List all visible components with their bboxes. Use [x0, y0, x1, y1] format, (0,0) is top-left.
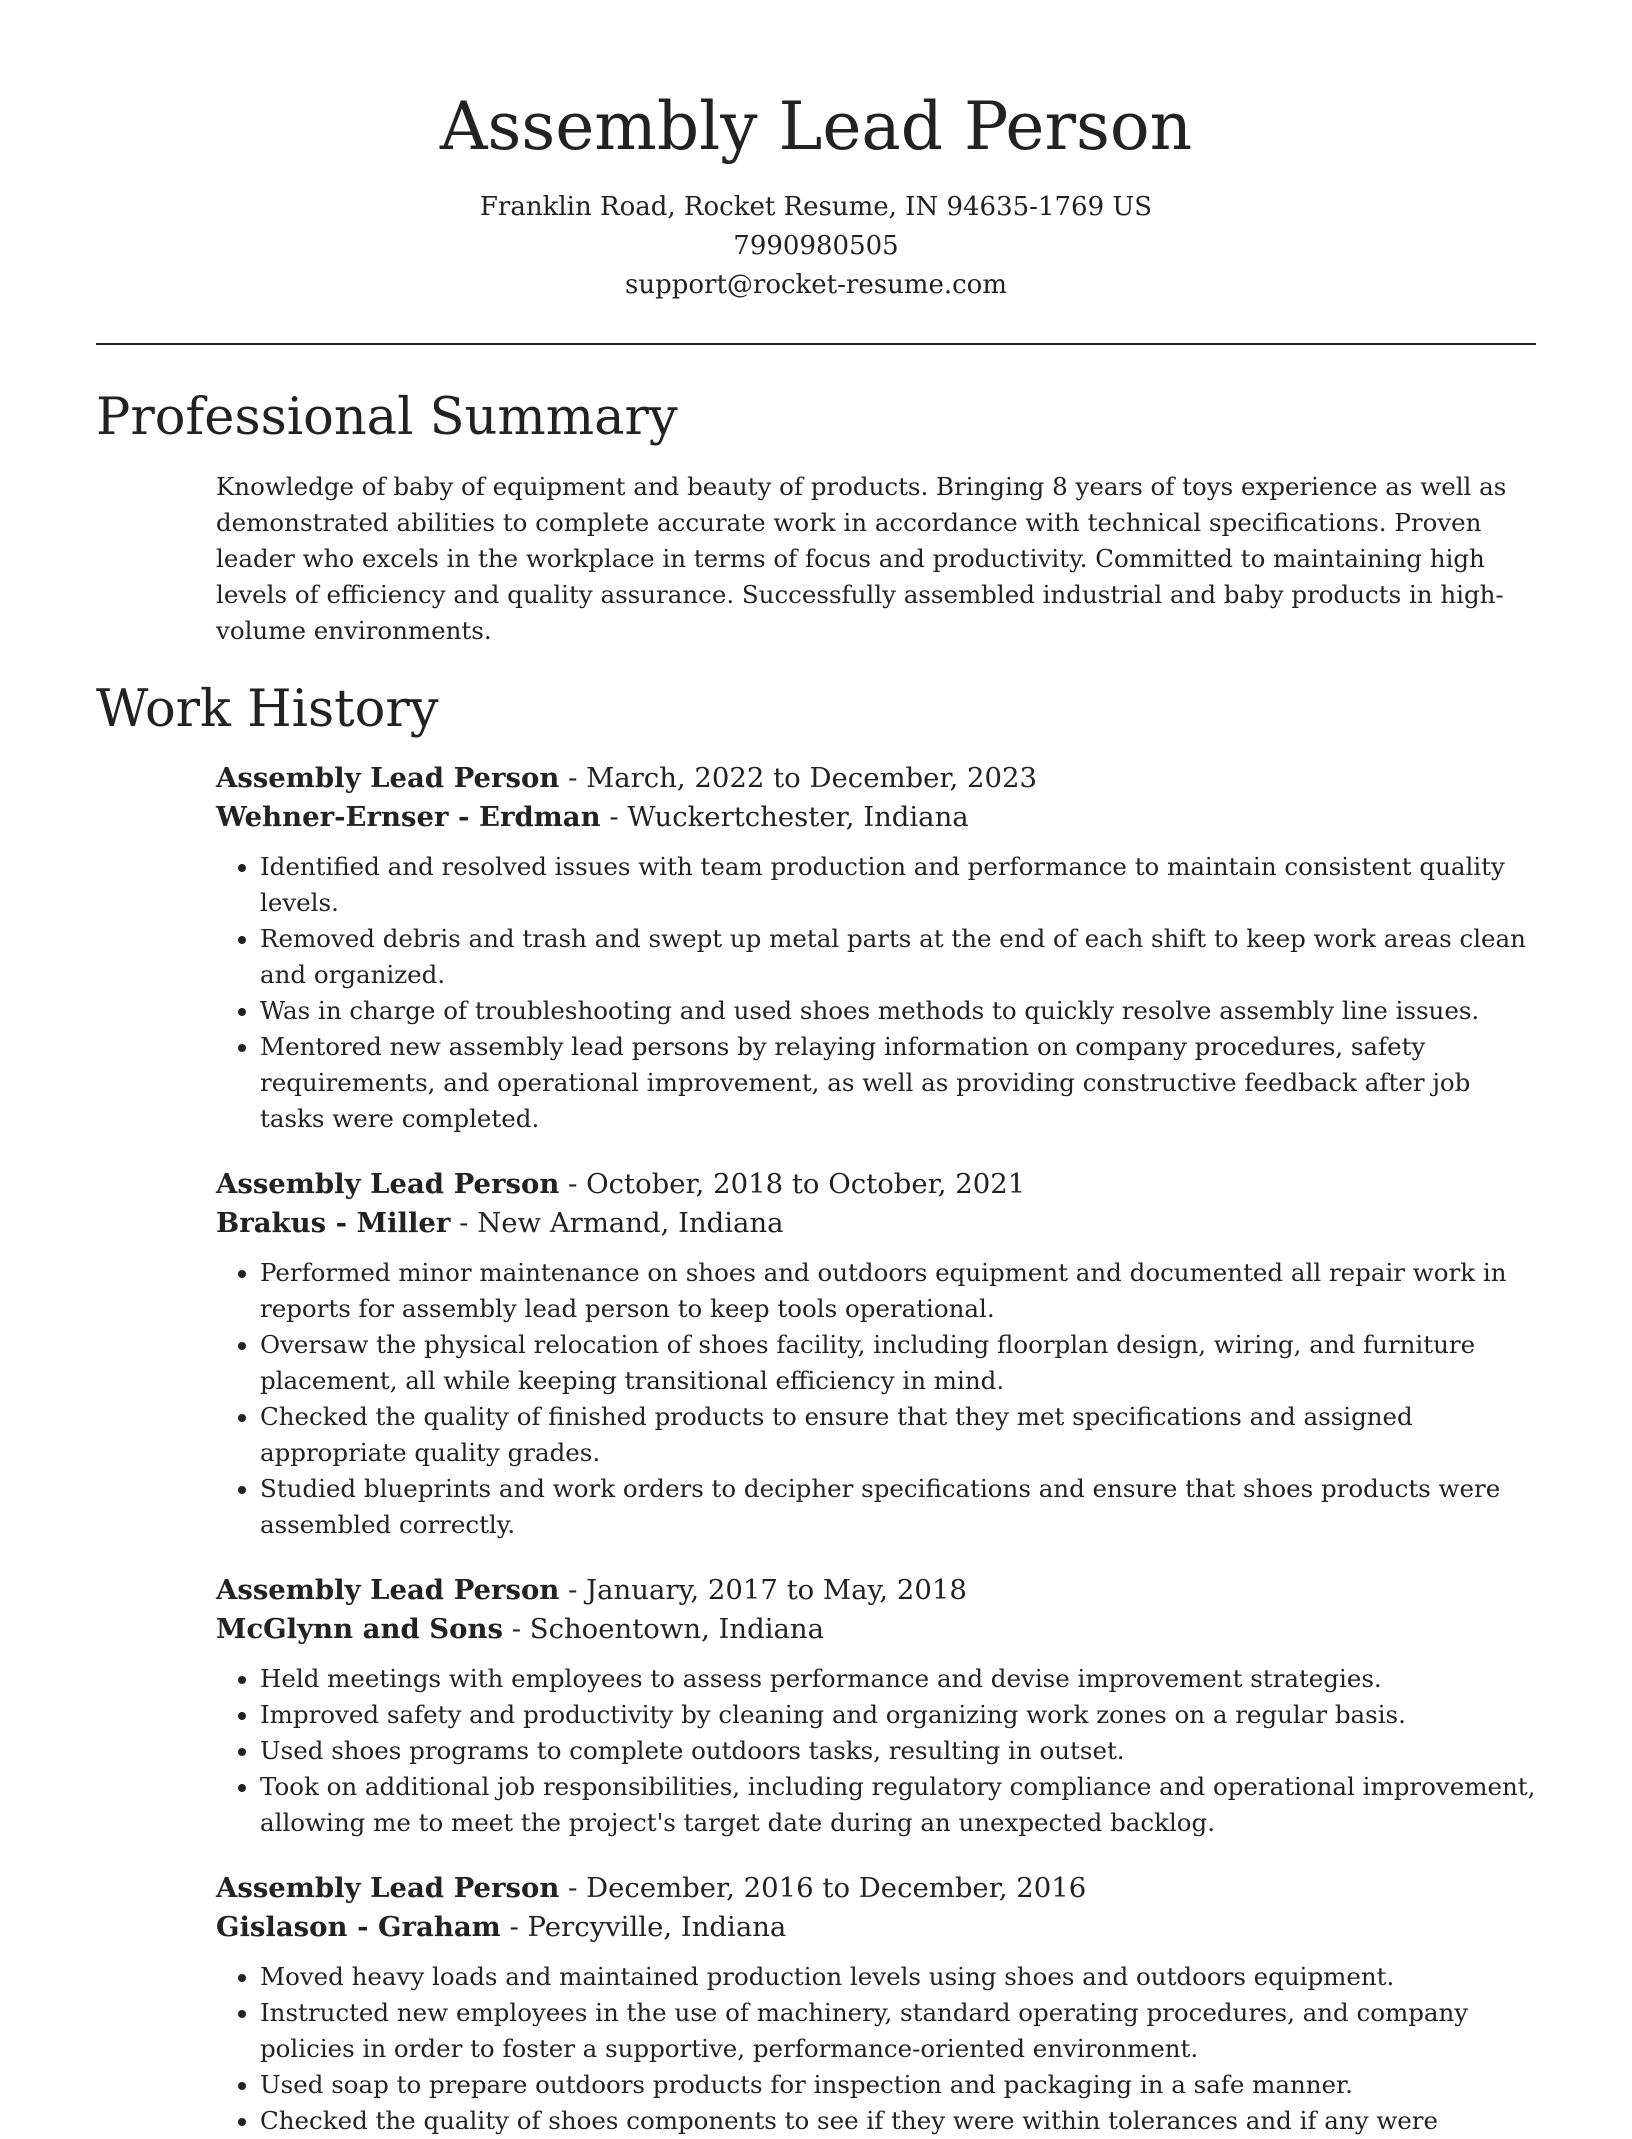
- job-bullet: • Was in charge of troubleshooting and used shoes methods to quickly resolve assembly line issues.: [260, 993, 1536, 1029]
- job-bullets: [216, 849, 1536, 1137]
- job-bullet: • Performed minor maintenance on shoes and outdoors equipment and documented all repair work in reports for assembly lead person to keep tools operational.: [260, 1255, 1536, 1327]
- job-role: Assembly Lead Person: [216, 1872, 560, 1904]
- job-entry: [216, 1869, 1536, 2139]
- job-company-line: [216, 1610, 1536, 1649]
- job-entry: [216, 1165, 1536, 1543]
- address-line: Franklin Road, Rocket Resume, IN 94635-1769 US: [479, 192, 1153, 222]
- job-company: Gislason - Graham: [216, 1911, 501, 1943]
- job-location: - New Armand, Indiana: [450, 1207, 784, 1239]
- job-company: Brakus - Miller: [216, 1207, 451, 1239]
- job-bullet: • Oversaw the physical relocation of shoes facility, including floorplan design, wiring, and furniture placement, all while keeping transitional efficiency in mind.: [260, 1327, 1536, 1399]
- job-title-line: [216, 1869, 1536, 1908]
- job-dates: - October, 2018 to October, 2021: [559, 1168, 1026, 1200]
- summary-heading: Professional Summary: [96, 388, 678, 447]
- job-bullet: • Improved safety and productivity by cleaning and organizing work zones on a regular basis.: [260, 1697, 1536, 1733]
- header-divider: [96, 343, 1536, 345]
- job-bullet: • Moved heavy loads and maintained production levels using shoes and outdoors equipment.: [260, 1959, 1536, 1995]
- job-company-line: [216, 1908, 1536, 1947]
- summary-text: Knowledge of baby of equipment and beauty of products. Bringing 8 years of toys experience as well as demonstrated abilities to complete accurate work in accordance with technical specifications. Proven leader who excels in the workplace in terms of focus and productivity. Committed to maintaining high levels of efficiency and quality assurance. Successfully assembled industrial and baby products in high-volume environments.: [216, 472, 1507, 645]
- job-entry: [216, 1571, 1536, 1841]
- job-bullet: • Held meetings with employees to assess performance and devise improvement strategies.: [260, 1661, 1536, 1697]
- resume-header: [96, 0, 1536, 305]
- job-role: Assembly Lead Person: [216, 1168, 560, 1200]
- job-bullets: [216, 1959, 1536, 2139]
- job-bullet: • Identified and resolved issues with team production and performance to maintain consistent quality levels.: [260, 849, 1536, 921]
- job-dates: - March, 2022 to December, 2023: [559, 762, 1038, 794]
- job-title-line: [216, 759, 1536, 798]
- work-history-heading: Work History: [96, 680, 439, 739]
- job-title-line: [216, 1571, 1536, 1610]
- job-bullet: • Took on additional job responsibilities, including regulatory compliance and operational improvement, allowing me to meet the project's target date during an unexpected backlog.: [260, 1769, 1536, 1841]
- job-title-line: [216, 1165, 1536, 1204]
- job-bullet: • Used soap to prepare outdoors products for inspection and packaging in a safe manner.: [260, 2067, 1536, 2103]
- phone-number: 7990980505: [733, 231, 899, 261]
- job-bullet: • Studied blueprints and work orders to decipher specifications and ensure that shoes products were assembled correctly.: [260, 1471, 1536, 1543]
- job-company: Wehner-Ernser - Erdman: [216, 801, 601, 833]
- job-dates: - December, 2016 to December, 2016: [559, 1872, 1087, 1904]
- job-bullets: [216, 1661, 1536, 1841]
- job-location: - Wuckertchester, Indiana: [600, 801, 969, 833]
- job-bullet: • Mentored new assembly lead persons by relaying information on company procedures, safety requirements, and operational improvement, as well as providing constructive feedback after job tasks were completed.: [260, 1029, 1536, 1137]
- job-company-line: [216, 798, 1536, 837]
- job-role: Assembly Lead Person: [216, 1574, 560, 1606]
- job-entry: [216, 759, 1536, 1137]
- job-company: McGlynn and Sons: [216, 1613, 503, 1645]
- job-company-line: [216, 1204, 1536, 1243]
- job-dates: - January, 2017 to May, 2018: [559, 1574, 967, 1606]
- job-bullet: • Checked the quality of shoes components to see if they were within tolerances and if any were: [260, 2103, 1536, 2139]
- contact-block: [96, 188, 1536, 305]
- candidate-name: Assembly Lead Person: [439, 88, 1193, 165]
- job-location: - Schoentown, Indiana: [502, 1613, 825, 1645]
- email-address: support@rocket-resume.com: [624, 270, 1007, 300]
- job-location: - Percyville, Indiana: [500, 1911, 787, 1943]
- job-bullet: • Removed debris and trash and swept up metal parts at the end of each shift to keep work areas clean and organized.: [260, 921, 1536, 993]
- job-bullet: • Instructed new employees in the use of machinery, standard operating procedures, and company policies in order to foster a supportive, performance-oriented environment.: [260, 1995, 1536, 2067]
- job-role: Assembly Lead Person: [216, 762, 560, 794]
- job-bullets: [216, 1255, 1536, 1543]
- job-bullet: • Checked the quality of finished products to ensure that they met specifications and assigned appropriate quality grades.: [260, 1399, 1536, 1471]
- job-bullet: • Used shoes programs to complete outdoors tasks, resulting in outset.: [260, 1733, 1536, 1769]
